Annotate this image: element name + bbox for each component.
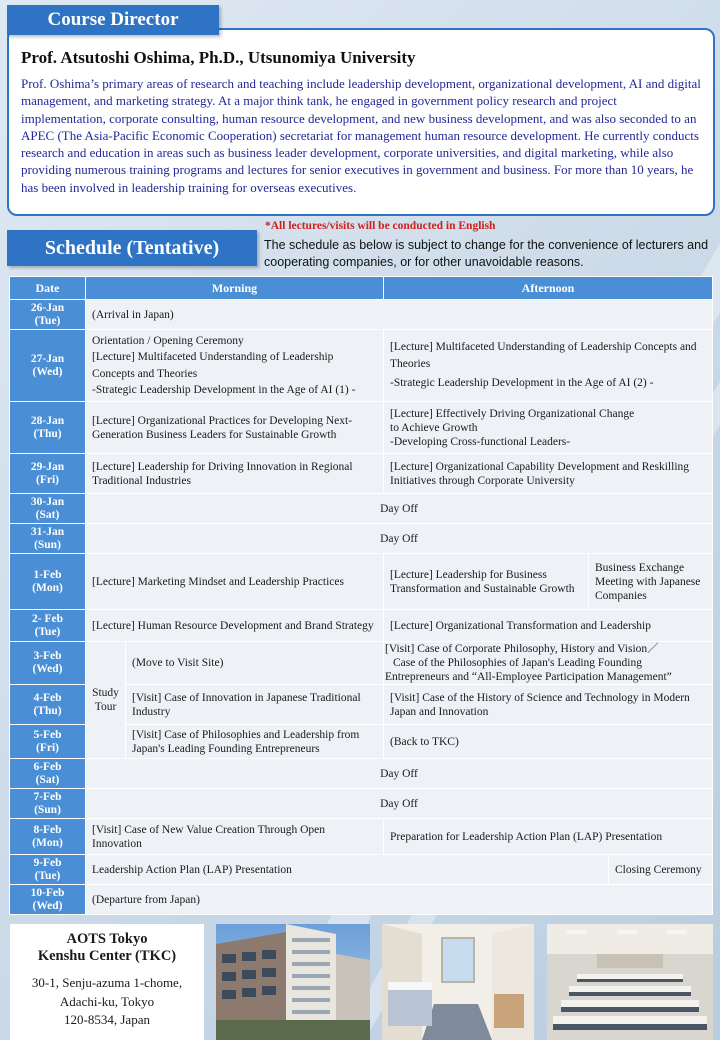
date-cell [10,759,86,789]
afternoon-cell [384,402,713,454]
day-off-cell: Day Off [86,789,713,819]
table-row [10,300,713,330]
morning-cell: [Lecture] Organizational Practices for Developing Next-Generation Business Leaders for Sustainable Growth [86,402,384,454]
date-cell [10,855,86,885]
director-name: Prof. Atsutoshi Oshima, Ph.D., Utsunomiya University [21,48,416,67]
table-row [10,642,713,685]
table-row [10,454,713,494]
date-cell [10,554,86,610]
date-cell [10,402,86,454]
table-row [10,402,713,454]
morning-line: [Lecture] Multifaceted Understanding of Leadership Concepts and Theories [92,351,334,380]
date-cell [10,819,86,855]
schedule-note: The schedule as below is subject to change for the convenience of lecturers and cooperating companies, or for other unavoidable reasons. [264,238,709,269]
course-director-tab: Course Director [7,5,219,35]
english-note: *All lectures/visits will be conducted in English [265,220,496,232]
afternoon-cell: [Lecture] Leadership for Business Transformation and Sustainable Growth [384,554,589,610]
date-cell [10,300,86,330]
morning-line: -Strategic Leadership Development in the Age of AI (1) - [92,384,356,396]
date-day: 29-Jan [30,460,65,473]
date-day: 30-Jan [30,495,65,508]
schedule-tab: Schedule (Tentative) [7,230,257,266]
table-row [10,885,713,915]
date-cell [10,494,86,524]
evening-cell: Business Exchange Meeting with Japanese Companies [589,554,713,610]
afternoon-cell [384,642,713,685]
table-row [10,554,713,610]
date-day: 8-Feb [33,823,62,836]
header-date: Date [10,277,86,300]
morning-cell: [Lecture] Marketing Mindset and Leadership Practices [86,554,384,610]
date-weekday: (Thu) [33,427,62,440]
address-line: 120-8534, Japan [64,1012,150,1027]
day-off-cell: Day Off [86,494,713,524]
presentation-cell: Leadership Action Plan (LAP) Presentation [86,855,609,885]
header-afternoon: Afternoon [384,277,713,300]
date-cell [10,789,86,819]
date-weekday: (Sat) [35,508,60,521]
date-cell [10,885,86,915]
venue-name-line1: AOTS Tokyo [66,931,148,947]
date-cell [10,725,86,759]
building-photo [216,924,370,1040]
full-day-cell: (Arrival in Japan) [86,300,713,330]
date-cell [10,524,86,554]
afternoon-line: -Developing Cross-functional Leaders- [390,435,571,448]
date-weekday: (Wed) [32,899,63,912]
afternoon-cell [384,330,713,402]
date-cell [10,610,86,642]
date-day: 10-Feb [30,886,65,899]
date-weekday: (Sun) [34,538,61,551]
afternoon-cell: (Back to TKC) [384,725,713,759]
morning-cell [86,330,384,402]
date-day: 26-Jan [30,301,65,314]
closing-ceremony-cell: Closing Ceremony [609,855,713,885]
date-weekday: (Tue) [34,869,61,882]
date-weekday: (Tue) [34,625,61,638]
date-day: 27-Jan [30,352,65,365]
study-tour-label: Tour [94,701,117,713]
afternoon-line: [Lecture] Multifaceted Understanding of Leadership Concepts and Theories [390,341,697,370]
afternoon-line: [Lecture] Effectively Driving Organizational Change [390,407,635,420]
day-off-cell: Day Off [86,524,713,554]
date-day: 2- Feb [32,612,63,625]
date-cell [10,685,86,725]
address-line: 30-1, Senju-azuma 1-chome, [31,975,183,990]
morning-cell: [Visit] Case of New Value Creation Through Open Innovation [86,819,384,855]
classroom-photo [547,924,713,1040]
afternoon-cell: Preparation for Leadership Action Plan (LAP) Presentation [384,819,713,855]
room-photo [382,924,534,1040]
table-header-row [10,277,713,300]
date-weekday: (Thu) [33,704,62,717]
date-weekday: (Mon) [32,836,63,849]
venue-address [10,974,204,1030]
table-row [10,819,713,855]
afternoon-cell: [Visit] Case of the History of Science and Technology in Modern Japan and Innovation [384,685,713,725]
date-weekday: (Sun) [34,803,61,816]
table-row [10,855,713,885]
table-row [10,610,713,642]
schedule-table [9,276,713,915]
morning-cell: [Lecture] Leadership for Driving Innovation in Regional Traditional Industries [86,454,384,494]
afternoon-cell: [Lecture] Organizational Transformation and Leadership [384,610,713,642]
date-day: 4-Feb [33,691,62,704]
afternoon-line: Entrepreneurs and “All-Employee Participation Management” [385,671,672,683]
day-off-cell: Day Off [86,759,713,789]
date-day: 6-Feb [33,760,62,773]
date-weekday: (Fri) [36,473,59,486]
address-line: Adachi-ku, Tokyo [59,993,155,1009]
afternoon-line: -Strategic Leadership Development in the Age of AI (2) - [390,377,654,390]
afternoon-line: Case of the Philosophies of Japan's Leading Founding [393,657,642,669]
date-cell [10,454,86,494]
study-tour-cell [86,642,126,759]
date-day: 28-Jan [30,414,65,427]
date-weekday: (Mon) [32,581,63,594]
morning-cell: [Lecture] Human Resource Development and Brand Strategy [86,610,384,642]
date-day: 9-Feb [33,856,62,869]
venue-box [10,924,204,1040]
date-weekday: (Wed) [32,663,63,675]
date-day: 31-Jan [30,525,65,538]
morning-line: Orientation / Opening Ceremony [92,334,244,347]
date-day: 3-Feb [33,650,62,662]
table-row [10,494,713,524]
afternoon-cell: [Lecture] Organizational Capability Development and Reskilling Initiatives through Corporate University [384,454,713,494]
date-day: 1-Feb [33,568,62,581]
study-tour-label: Study [92,687,119,699]
table-row [10,759,713,789]
date-weekday: (Tue) [34,314,61,327]
date-day: 7-Feb [33,790,62,803]
morning-cell: [Visit] Case of Innovation in Japanese Traditional Industry [126,685,384,725]
venue-name-line2: Kenshu Center (TKC) [37,948,177,964]
date-weekday: (Wed) [32,365,63,378]
date-cell [10,330,86,402]
afternoon-line: [Visit] Case of Corporate Philosophy, History and Vision／ [385,643,659,655]
table-row [10,330,713,402]
table-row [10,524,713,554]
header-morning: Morning [86,277,384,300]
afternoon-line: to Achieve Growth [390,421,478,434]
date-cell [10,642,86,685]
date-weekday: (Fri) [36,741,59,754]
date-weekday: (Sat) [35,773,60,786]
morning-cell: (Move to Visit Site) [126,642,384,685]
morning-cell: [Visit] Case of Philosophies and Leadership from Japan's Leading Founding Entrepreneurs [126,725,384,759]
full-day-cell: (Departure from Japan) [86,885,713,915]
director-bio: Prof. Oshima’s primary areas of research and teaching include leadership development, organizational development, AI and digital management, and marketing strategy. At a major think tank, he engaged in government policy research and project implementation, corporate consulting, human resource development, and new business development, and was also seconded to an APEC (The Asia-Pacific Economic Cooperation) secretariat for management human resource development. He currently conducts research and education in areas such as business leader development, corporate universities, and digital marketing, while also providing numerous training programs and lectures for senior executives in government and business. For more than 10 years, he has been involved in leadership training for overseas executives. [21,76,701,195]
date-day: 5-Feb [33,728,62,741]
course-director-box [7,28,715,216]
table-row [10,789,713,819]
